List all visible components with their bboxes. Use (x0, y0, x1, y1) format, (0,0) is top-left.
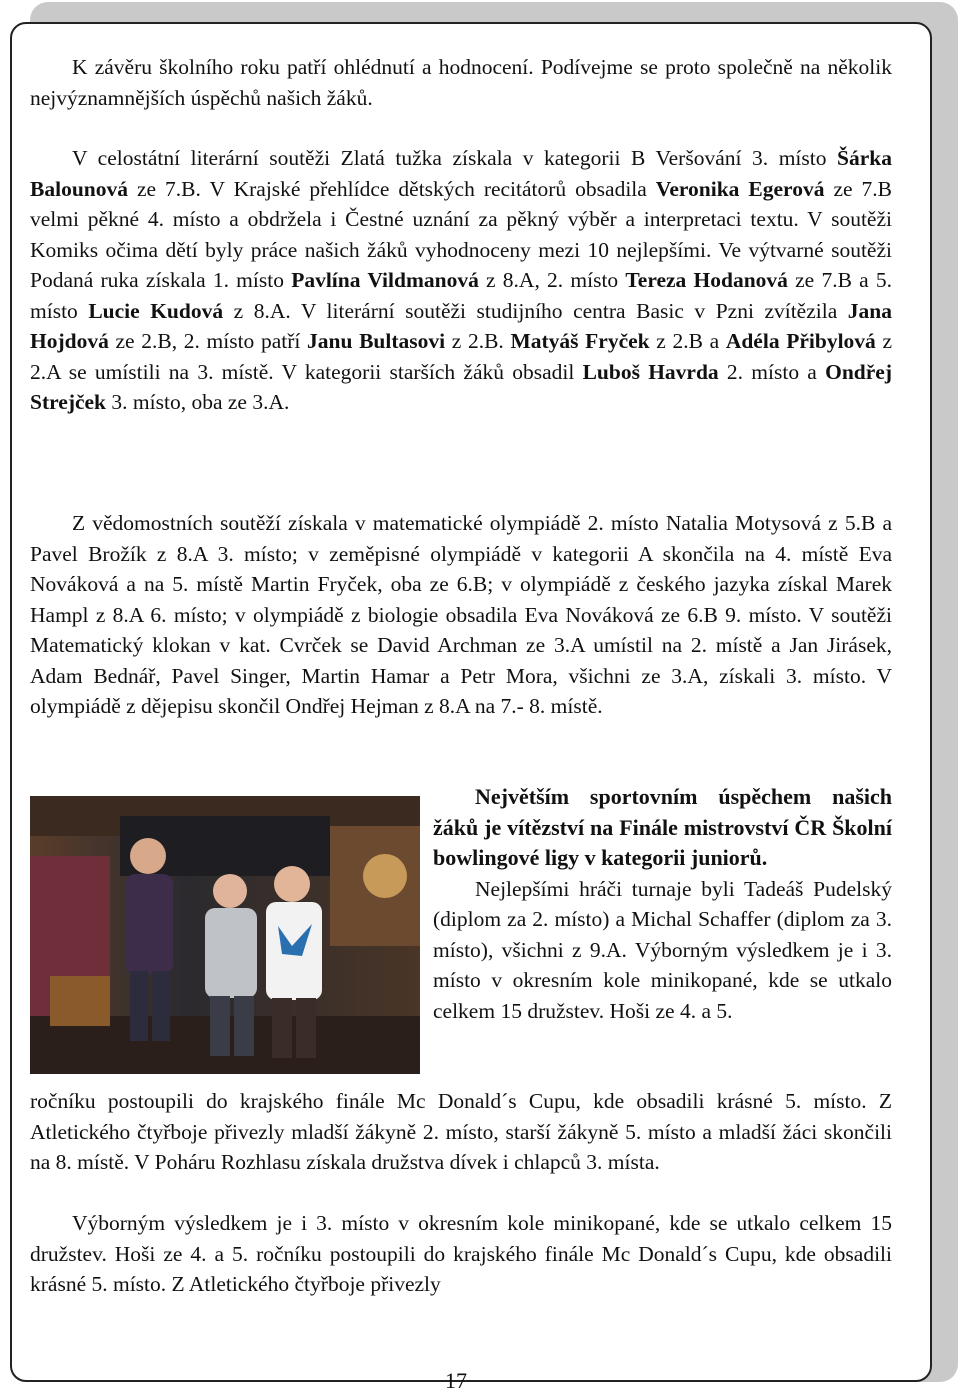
student-name: Luboš Havrda (582, 359, 719, 384)
student-name: Šárka Balounová (30, 146, 892, 201)
student-name: Matyáš Fryček (510, 329, 650, 353)
student-name: Veronika Egerová (655, 176, 825, 201)
intro-paragraph (30, 52, 892, 113)
student-name: Lucie Kudová (88, 298, 224, 323)
bowling-team-photo (30, 796, 420, 1074)
student-name: Ondřej Strejček (30, 359, 892, 414)
intro-text: K závěru školního roku patří ohlédnutí a hodnocení. Podívejme se proto společně na několik nejvýznamnějších úspěchů našich žáků. (30, 55, 892, 110)
student-name: Adéla Přibylová (725, 329, 876, 353)
last-paragraph-text: Výborným výsledkem je i 3. místo v okresním kole minikopané, kde se utkalo celkem 15 družstev. Hoši ze 4. a 5. ročníku postoupili do krajského finále Mc Donald´s Cupu, kde obsadili krásné 5. místo. Z Atletického čtyřboje přivezly (30, 1211, 892, 1296)
literary-paragraph: V celostátní literární soutěži Zlatá tužka získala v kategorii B Veršování 3. místo Šárka Balounová ze 7.B. V Krajské přehlídce dětských recitátorů obsadila Veronika Egerová ze 7.B velmi pěkné 4. místo a obdržela i Čestné uznání za pěkný výběr a interpretaci textu. V soutěži Komiks očima dětí byly práce našich žáků vyhodnoceny mezi 10 nejlepšími. Ve výtvarné soutěži Podaná ruka získala 1. místo Pavlína Vildmanová z 8.A, 2. místo Tereza Hodanová ze 7.B a 5. místo Lucie Kudová z 8.A. V literární soutěži studijního centra Basic v Pzni zvítězila Jana Hojdová ze 2.B, 2. místo patří Janu Bultasovi z 2.B. Matyáš Fryček z 2.B a Adéla Přibylová z 2.A se umístili na 3. místě. V kategorii starších žáků obsadil Luboš Havrda 2. místo a Ondřej Strejček 3. místo, oba ze 3.A. (30, 146, 893, 414)
sport-body: Nejlepšími hráči turnaje byli Tadeáš Pudelský (diplom za 2. místo) a Michal Schaffer (diplom za 3. místo), všichni z 9.A. Výborným výsledkem je i 3. místo v okresním kole minikopané, kde se utkalo celkem 15 družstev. Hoši ze 4. a 5. (433, 876, 892, 1023)
sport-section (433, 782, 892, 1026)
page-number: 17 (445, 1368, 467, 1393)
student-name: Pavlína Vildmanová (291, 268, 479, 292)
sport-continuation-text: ročníku postoupili do krajského finále Mc Donald´s Cupu, kde obsadili krásné 5. místo. Z Atletického čtyřboje přivezly mladší žákyně 2. místo, starší žákyně 5. místo a mladší žáci skončili na 8. místě. V Poháru Rozhlasu získala družstva dívek i chlapců 3. místa. (30, 1089, 892, 1174)
sport-headline: Největším sportovním úspěchem našich žáků je vítězství na Finále mistrovství ČR Školní bowlingové ligy v kategorii juniorů. (433, 784, 892, 870)
student-name: Janu Bultasovi (307, 329, 446, 353)
knowledge-text: Z vědomostních soutěží získala v matematické olympiádě 2. místo Natalia Motysová z 5.B a Pavel Brožík z 8.A 3. místo; v zeměpisné olympiádě v kategorii A skončila na 4. místě Eva Nováková a na 5. místě Martin Fryček, oba ze 6.B; v olympiádě z českého jazyka získal Marek Hampl z 8.A 6. místo; v olympiádě z biologie obsadila Eva Nováková ze 6.B 9. místo. V soutěži Matematický klokan v kat. Cvrček se David Archman ze 3.A umístil na 2. místě a Jan Jirásek, Adam Bednář, Pavel Singer, Martin Hamar a Petr Mora, všichni ze 3.A, získali 3. místo. V olympiádě z dějepisu skončil Ondřej Hejman z 8.A na 7.- 8. místě. (30, 511, 892, 718)
student-name: Jana Hojdová (30, 298, 893, 353)
photo-illustration (30, 796, 420, 1074)
sport-continuation (30, 1086, 892, 1178)
student-name: Tereza Hodanová (625, 268, 788, 292)
last-paragraph (30, 1208, 892, 1300)
knowledge-paragraph (30, 508, 892, 722)
